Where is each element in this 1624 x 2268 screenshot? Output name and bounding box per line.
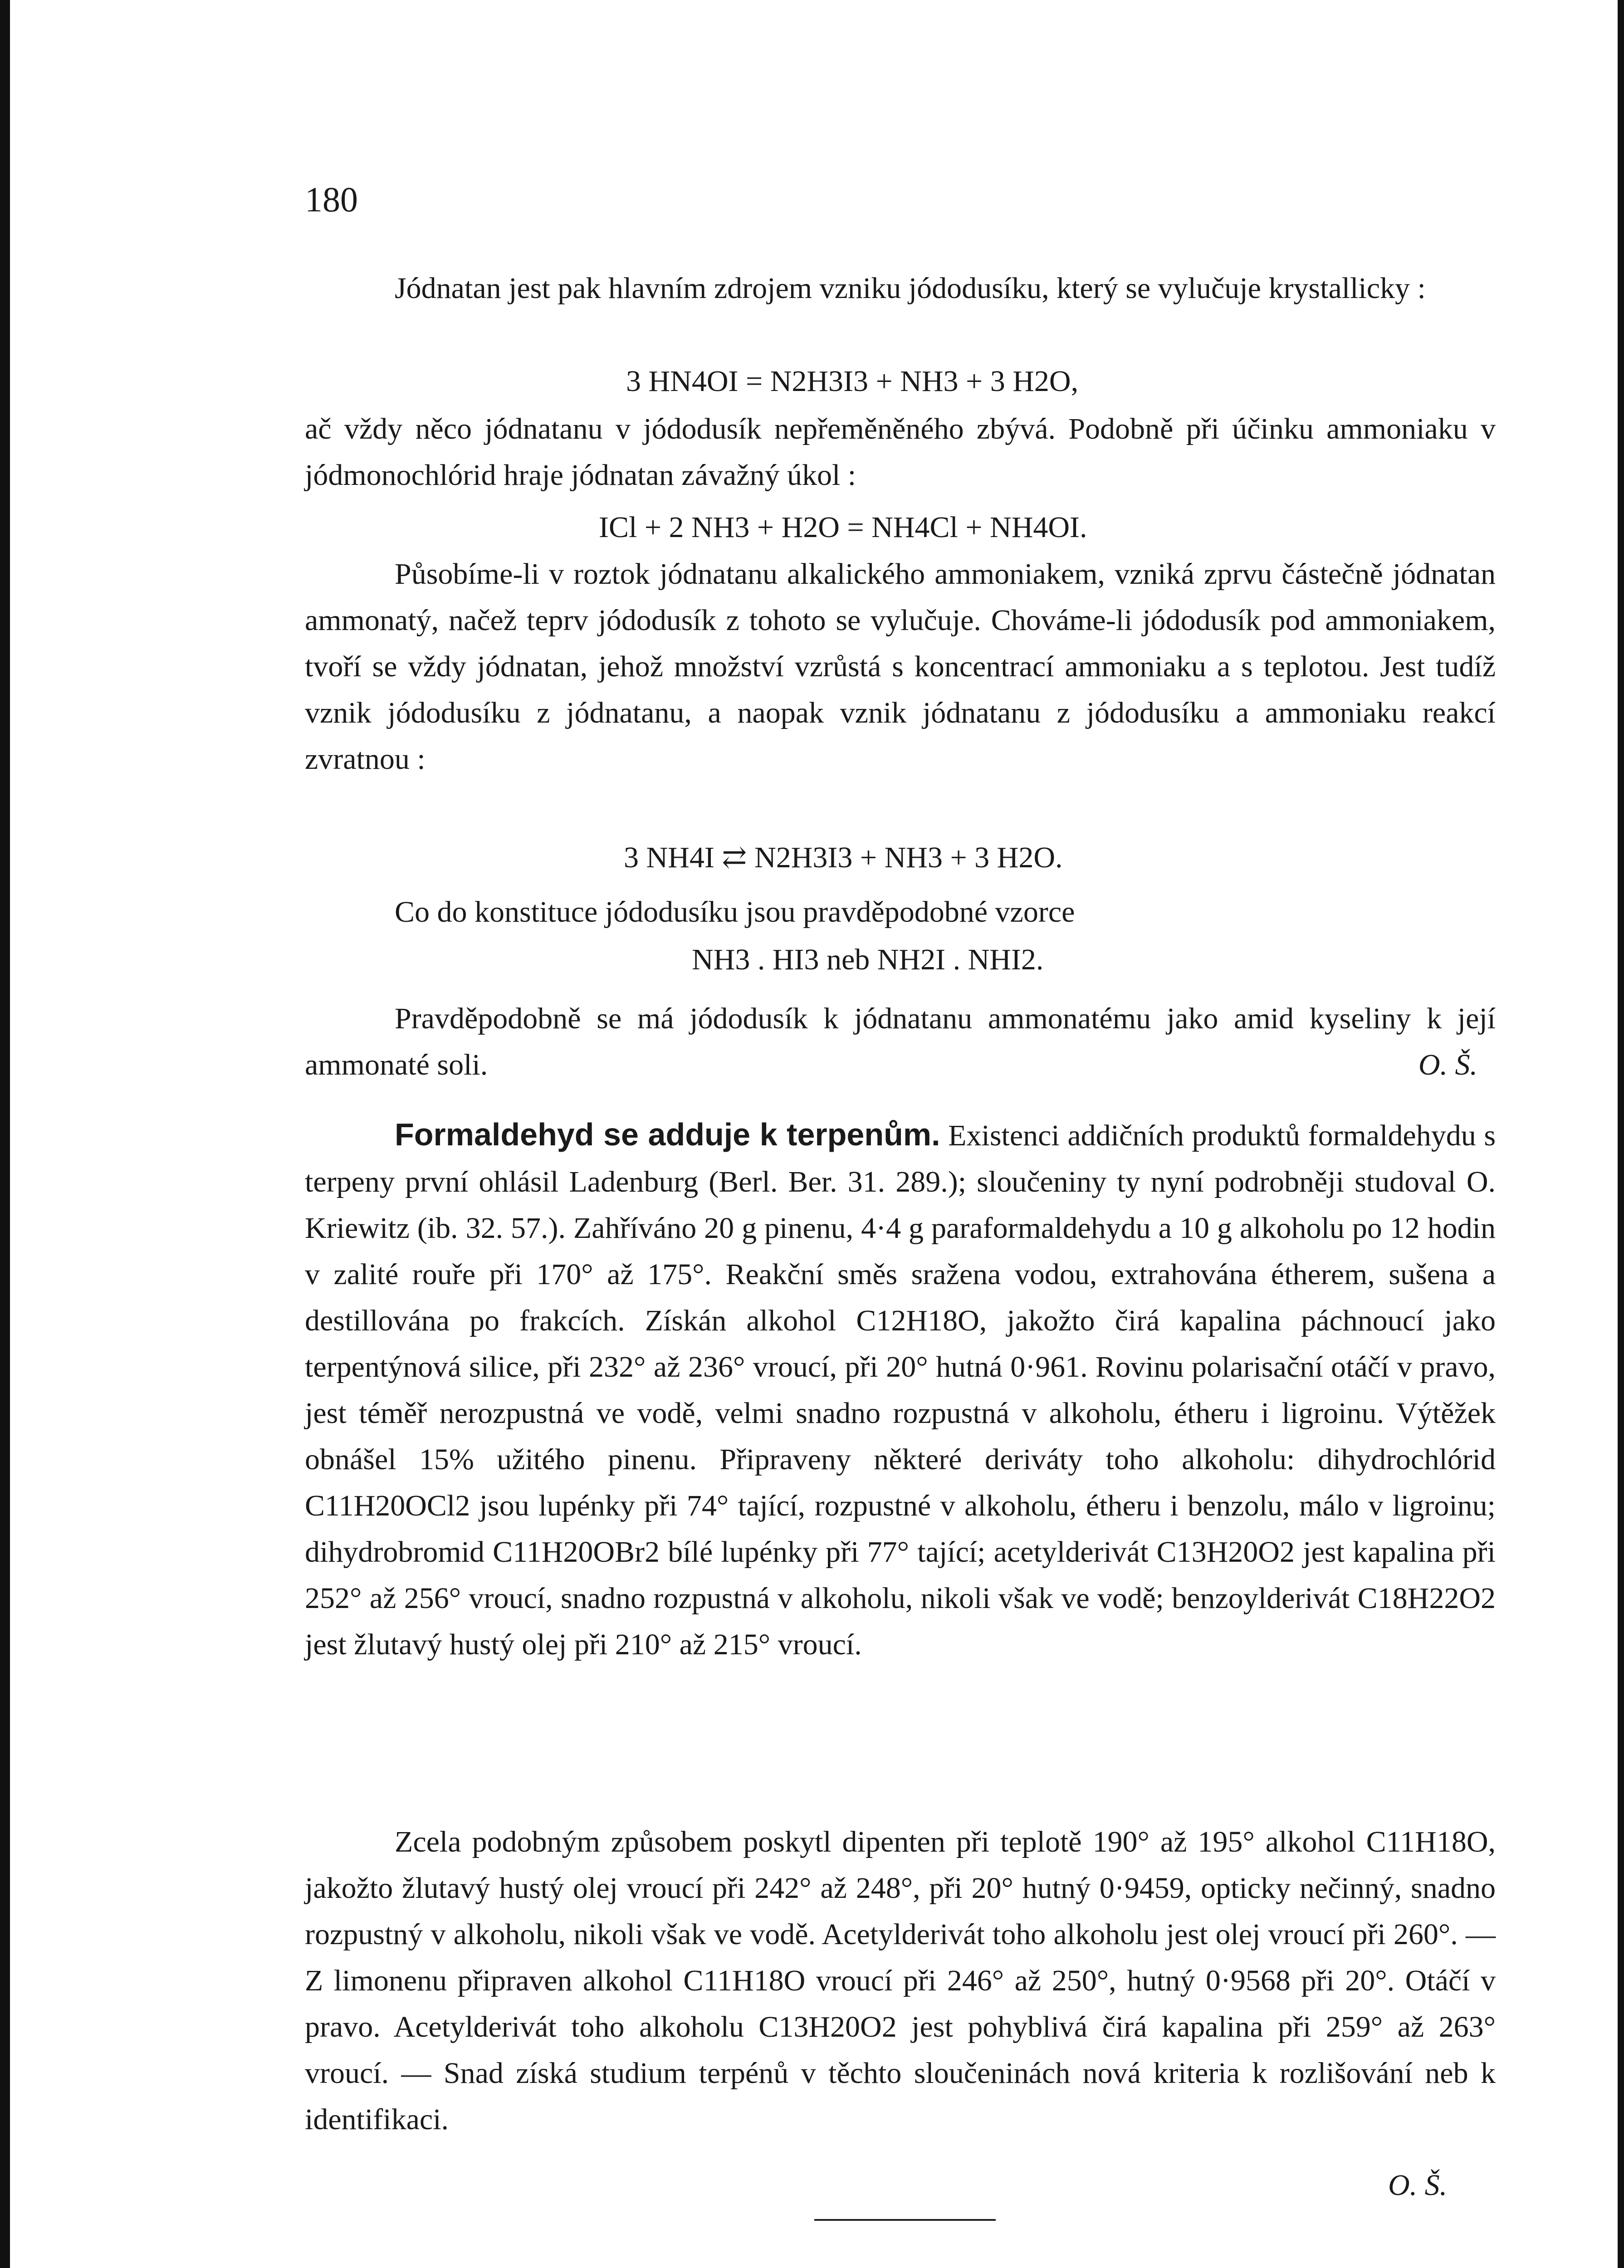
paragraph-1: ač vždy něco jódnatanu v jódodusík nepřeměněného zbývá. Podobně při účinku ammoniaku v jódmonochlórid hraje jódnatan závažný úkol :: [305, 412, 1496, 492]
article2-body: Existenci addičních produktů formaldehydu s terpeny první ohlásil Ladenburg (Berl. Ber. 31. 289.); sloučeniny ty nyní podrobněji studoval O. Kriewitz (ib. 32. 57.). Zahříváno 20 g pinenu, 4·4 g paraformaldehydu a 10 g alkoholu po 12 hodin v zalité rouře při 170° až 175°. Reakční směs sražena vodou, extrahována étherem, sušena a destillována po frakcích. Získán alkohol C12H18O, jakožto čirá kapalina páchnoucí jako terpentýnová silice, při 232° až 236° vroucí, při 20° hutná 0·961. Rovinu polarisační otáčí v pravo, jest téměř nerozpustná ve vodě, velmi snadno rozpustná v alkoholu, étheru i ligroinu. Výtěžek obnášel 15% užitého pinenu. Připraveny některé deriváty toho alkoholu: dihydrochlórid C11H20OCl2 jsou lupénky při 74° tající, rozpustné v alkoholu, étheru i benzolu, málo v ligroinu; dihydrobromid C11H20OBr2 bílé lupénky při 77° tající; acetylderivát C13H20O2 jest kapalina při 252° až 256° vroucí, snadno rozpustná v alkoholu, nikoli však ve vodě; benzoylderivát C18H22O2 jest žlutavý hustý olej při 210° až 215° vroucí.: [305, 1119, 1496, 1661]
signature-2: O. Š.: [1388, 2169, 1448, 2202]
article1-para3: [305, 889, 1496, 935]
page-number: 180: [305, 180, 358, 219]
formula-3: 3 NH4I ⇄ N2H3I3 + NH3 + 3 H2O.: [624, 841, 1063, 874]
intro-paragraph: Jódnatan jest pak hlavním zdrojem vzniku jódodusíku, který se vylučuje krystallicky :: [395, 272, 1426, 305]
formula-1: 3 HN4OI = N2H3I3 + NH3 + 3 H2O,: [626, 365, 1079, 398]
article1-para4: [305, 996, 1496, 1088]
paragraph-4-text: Pravděpodobně se má jódodusík k jódnatanu ammonatému jako amid kyseliny k její ammonaté soli.: [305, 1002, 1496, 1081]
paragraph-4: [305, 996, 1496, 1088]
formula-2: ICl + 2 NH3 + H2O = NH4Cl + NH4OI.: [599, 511, 1087, 544]
paragraph-2: Působíme-li v roztok jódnatanu alkalického ammoniakem, vzniká zprvu částečně jódnatan ammonatý, načež teprv jódodusík z tohoto se vylučuje. Chováme-li jódodusík pod ammoniakem, tvoří se vždy jódnatan, jehož množství vzrůstá s koncentrací ammoniaku a s teplotou. Jest tudíž vznik jódodusíku z jódnatanu, a naopak vznik jódnatanu z jódodusíku a ammoniaku reakcí zvratnou :: [305, 557, 1496, 776]
paragraph-3: Co do konstituce jódodusíku jsou pravděpodobné vzorce: [395, 895, 1075, 929]
article2-continued: [305, 1819, 1496, 2143]
article2-heading: Formaldehyd se adduje k terpenům.: [395, 1117, 940, 1152]
end-rule: [814, 2219, 996, 2221]
formula-4: NH3 . HI3 neb NH2I . NHI2.: [692, 943, 1044, 976]
signature-1: O. Š.: [1418, 1048, 1477, 1081]
article2-paragraph-2: Zcela podobným způsobem poskytl dipenten při teplotě 190° až 195° alkohol C11H18O, jakožto žlutavý hustý olej vroucí při 242° až 248°, při 20° hutný 0·9459, opticky nečinný, snadno rozpustný v alkoholu, nikoli však ve vodě. Acetylderivát toho alkoholu jest olej vroucí při 260°. — Z limonenu připraven alkohol C11H18O vroucí při 246° až 250°, hutný 0·9568 při 20°. Otáčí v pravo. Acetylderivát toho alkoholu C13H20O2 jest pohyblivá čirá kapalina při 259° až 263° vroucí. — Snad získá studium terpénů v těchto sloučeninách nová kriteria k rozlišování neb k identifikaci.: [305, 1825, 1496, 2136]
article1-intro: [305, 265, 1496, 312]
article2: [305, 1111, 1496, 1668]
article1-para1: [305, 406, 1496, 499]
article1-para2: [305, 551, 1496, 782]
scan-border-left: [0, 0, 10, 2268]
scan-border-right: [1618, 0, 1624, 2268]
article2-paragraph-1: [305, 1111, 1496, 1668]
